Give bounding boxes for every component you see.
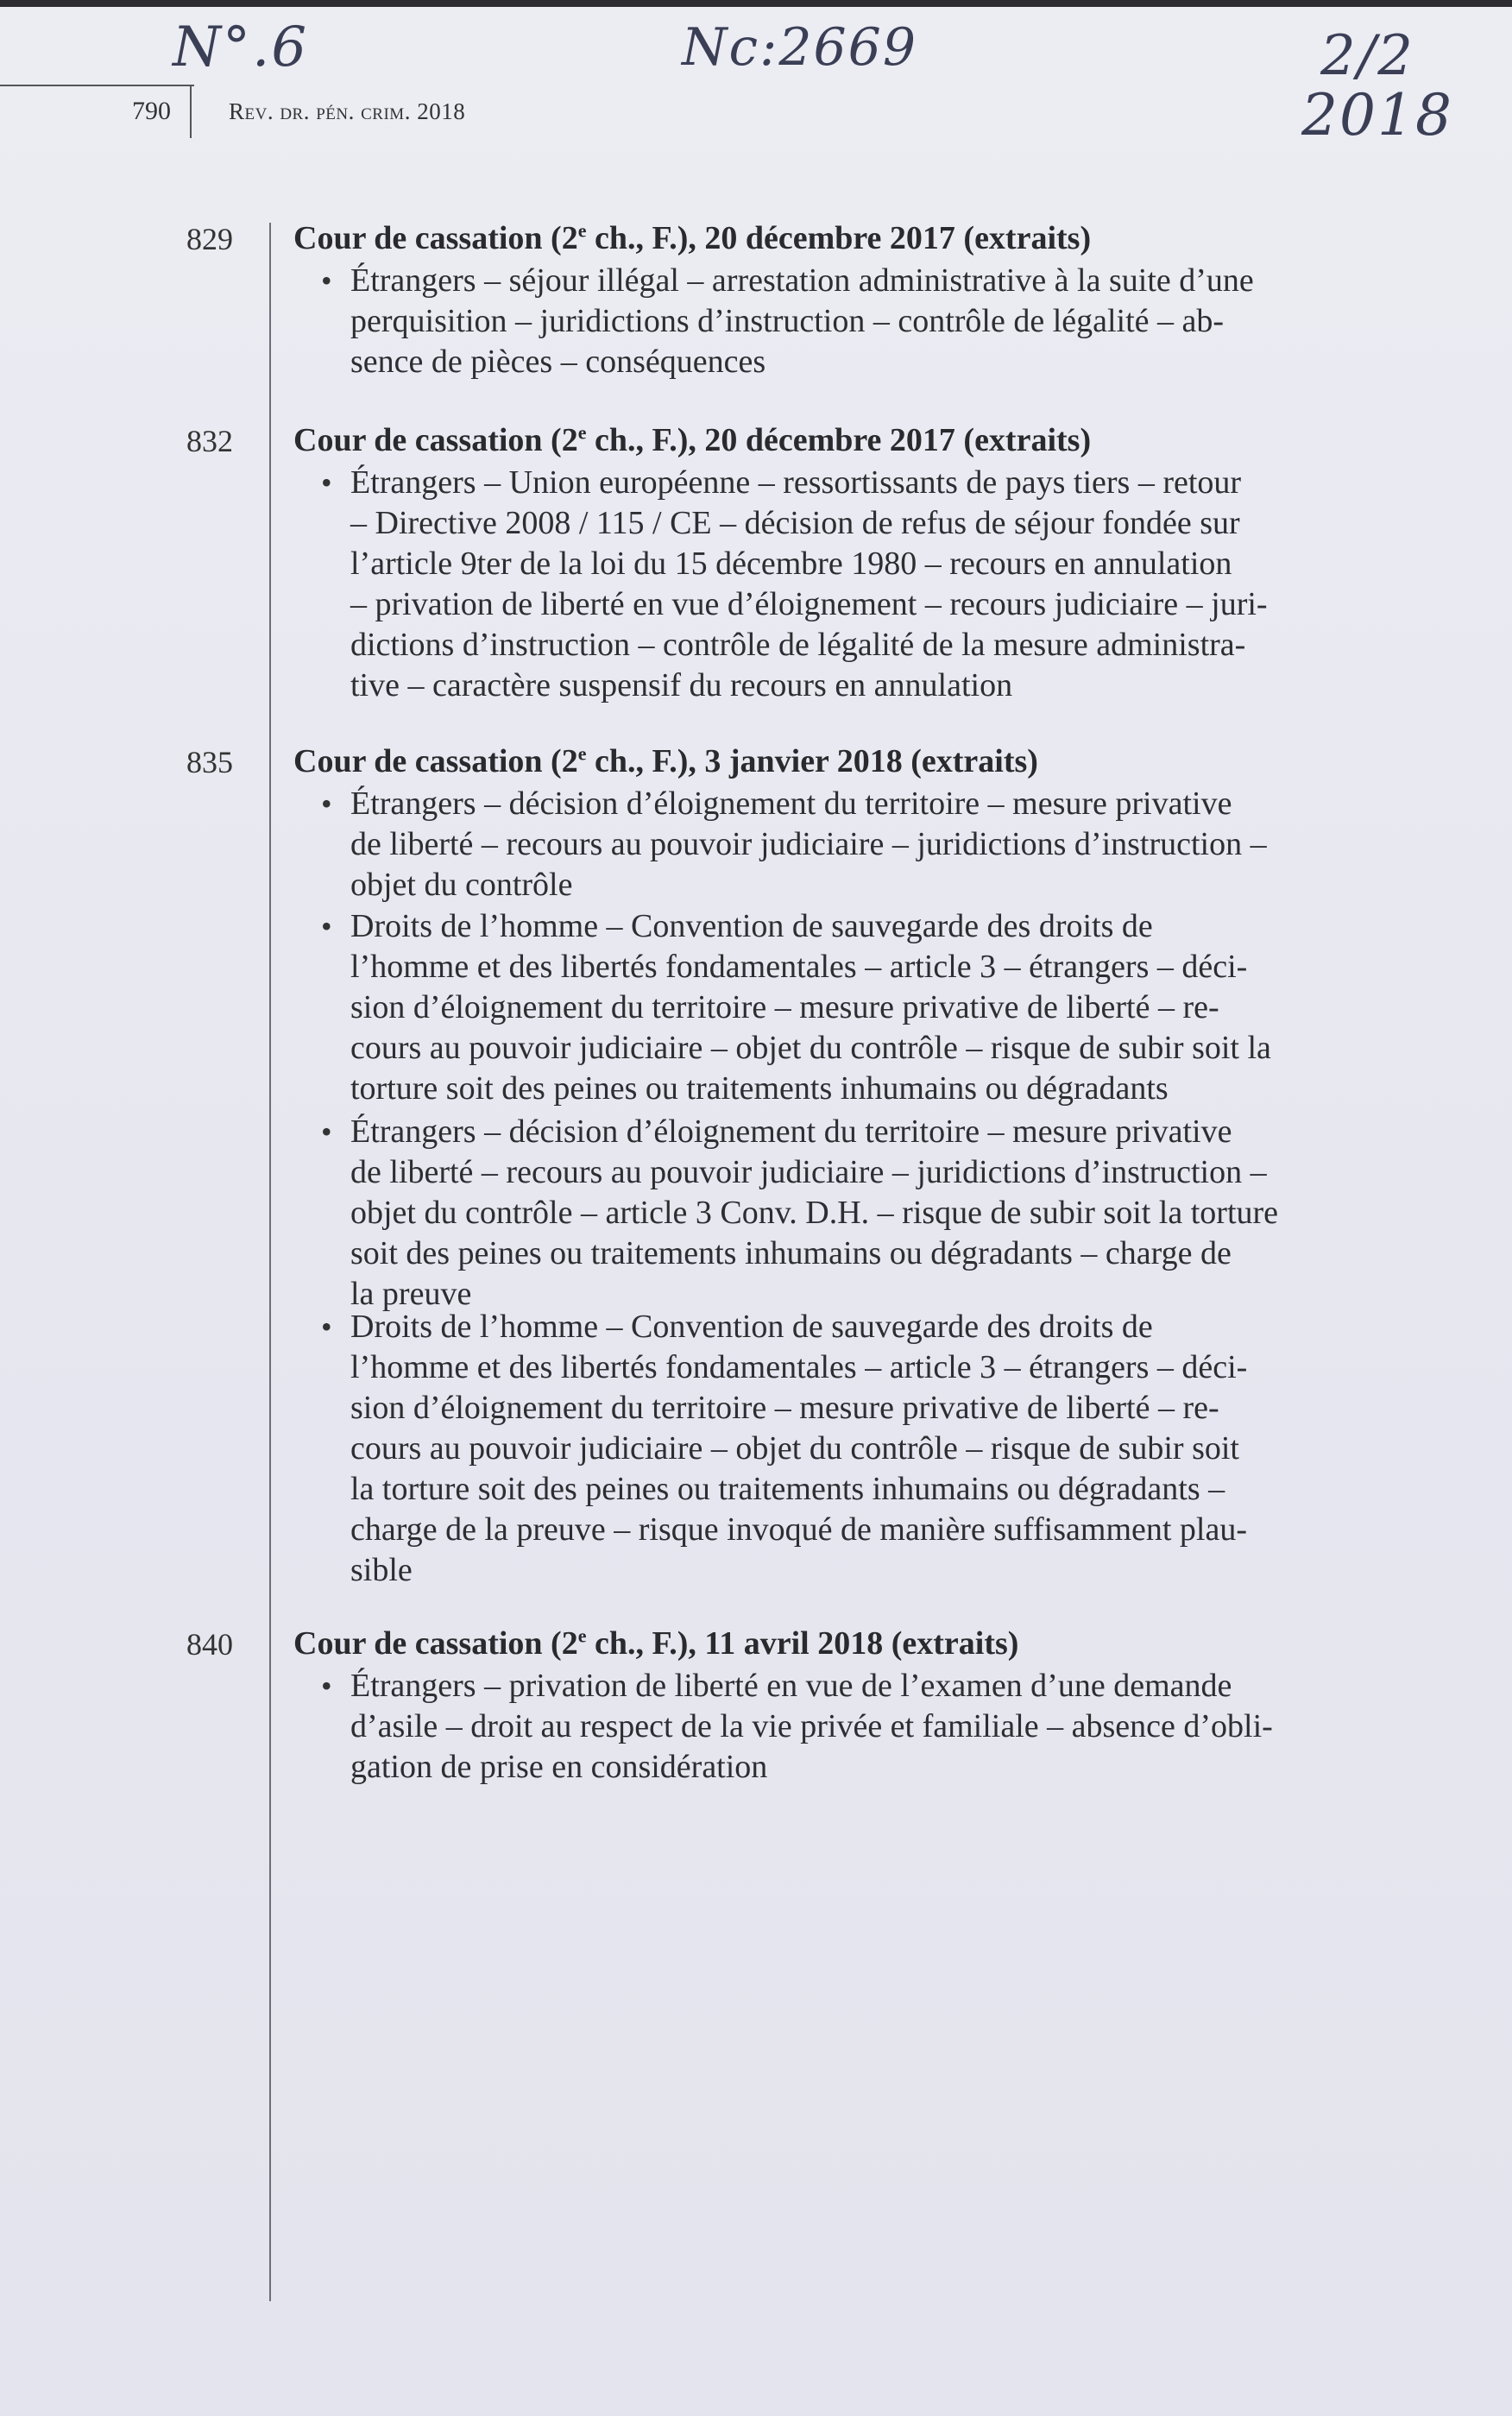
keyword-line: charge de la preuve – risque invoqué de manière suffisamment plau- [350, 1511, 1248, 1548]
court-heading-superscript: e [577, 1624, 587, 1647]
bullet-icon: • [321, 263, 332, 298]
keyword-line: Étrangers – décision d’éloignement du territoire – mesure privative [350, 785, 1232, 822]
court-heading-rest: ch., F.), 20 décembre 2017 (extraits) [586, 220, 1092, 256]
keyword-line: cours au pouvoir judiciaire – objet du contrôle – risque de subir soit [350, 1430, 1239, 1467]
handwritten-issue-number: N°.6 [173, 16, 309, 79]
keyword-line: perquisition – juridictions d’instruction – contrôle de légalité – ab- [350, 303, 1225, 339]
keyword-line: Droits de l’homme – Convention de sauvegarde des droits de [350, 908, 1153, 944]
entry-page-number: 829 [186, 222, 233, 256]
keyword-line: dictions d’instruction – contrôle de légalité de la mesure administra- [350, 627, 1246, 663]
keyword-line: cours au pouvoir judiciaire – objet du contrôle – risque de subir soit la [350, 1030, 1271, 1066]
keyword-summary [350, 463, 1421, 706]
court-heading-text: Cour de cassation (2 [293, 1625, 578, 1662]
keyword-line: Étrangers – décision d’éloignement du territoire – mesure privative [350, 1113, 1232, 1150]
handwritten-nc-reference: Nc:2669 [682, 17, 918, 78]
keyword-line: torture soit des peines ou traitements inhumains ou dégradants [350, 1070, 1169, 1107]
court-heading-text: Cour de cassation (2 [293, 422, 578, 458]
keyword-summary [350, 1307, 1421, 1591]
bullet-icon: • [321, 1114, 332, 1149]
keyword-line: sion d’éloignement du territoire – mesure privative de liberté – re- [350, 989, 1219, 1025]
court-heading-text: Cour de cassation (2 [293, 220, 578, 256]
court-heading-superscript: e [577, 219, 587, 242]
keyword-line: l’homme et des libertés fondamentales – article 3 – étrangers – déci- [350, 1349, 1248, 1385]
keyword-line: sible [350, 1552, 413, 1588]
keyword-summary [350, 906, 1421, 1109]
court-heading-rest: ch., F.), 11 avril 2018 (extraits) [586, 1625, 1019, 1662]
keyword-line: la preuve [350, 1276, 472, 1312]
header-rule [0, 85, 194, 86]
keyword-line: d’asile – droit au respect de la vie privée et familiale – absence d’obli- [350, 1708, 1273, 1744]
running-title [229, 98, 465, 125]
keyword-line: soit des peines ou traitements inhumains ou dégradants – charge de [350, 1235, 1232, 1271]
keyword-summary [350, 1112, 1421, 1315]
keyword-line: – privation de liberté en vue d’éloignement – recours judiciaire – juri- [350, 586, 1268, 622]
keyword-line: objet du contrôle – article 3 Conv. D.H. – risque de subir soit la torture [350, 1195, 1279, 1231]
keyword-line: tive – caractère suspensif du recours en annulation [350, 667, 1013, 703]
handwritten-year: 2018 [1301, 82, 1453, 148]
keyword-line: l’homme et des libertés fondamentales – article 3 – étrangers – déci- [350, 949, 1248, 985]
page-number: 790 [132, 97, 171, 125]
keyword-summary [350, 784, 1421, 905]
court-heading [293, 1624, 1018, 1662]
court-heading [293, 742, 1038, 780]
court-heading-superscript: e [577, 742, 587, 765]
keyword-line: Droits de l’homme – Convention de sauvegarde des droits de [350, 1309, 1153, 1345]
keyword-line: de liberté – recours au pouvoir judiciaire – juridictions d’instruction – [350, 826, 1267, 862]
entry-page-number: 832 [186, 424, 233, 458]
keyword-line: gation de prise en considération [350, 1749, 768, 1785]
keyword-line: objet du contrôle [350, 867, 573, 903]
header-divider [190, 85, 192, 138]
bullet-icon: • [321, 786, 332, 821]
index-vertical-rule [269, 223, 271, 2301]
court-heading [293, 421, 1091, 459]
running-title-text: Rev. dr. pén. crim. 2018 [229, 98, 466, 124]
court-heading-text: Cour de cassation (2 [293, 743, 578, 779]
court-heading-superscript: e [577, 421, 587, 444]
entry-page-number: 835 [186, 745, 233, 779]
keyword-line: Étrangers – séjour illégal – arrestation administrative à la suite d’une [350, 262, 1254, 299]
keyword-line: Étrangers – Union européenne – ressortissants de pays tiers – retour [350, 464, 1242, 501]
keyword-line: l’article 9ter de la loi du 15 décembre 1980 – recours en annulation [350, 546, 1232, 582]
scan-top-edge [0, 0, 1512, 7]
keyword-line: la torture soit des peines ou traitements inhumains ou dégradants – [350, 1471, 1225, 1507]
court-heading [293, 219, 1091, 257]
handwritten-fraction: 2/2 [1320, 24, 1414, 88]
bullet-icon: • [321, 909, 332, 943]
keyword-line: – Directive 2008 / 115 / CE – décision de refus de séjour fondée sur [350, 505, 1240, 541]
keyword-summary [350, 1666, 1421, 1788]
bullet-icon: • [321, 1309, 332, 1344]
keyword-line: Étrangers – privation de liberté en vue de l’examen d’une demande [350, 1668, 1232, 1704]
court-heading-rest: ch., F.), 20 décembre 2017 (extraits) [586, 422, 1092, 458]
bullet-icon: • [321, 465, 332, 500]
keyword-summary [350, 261, 1421, 382]
keyword-line: de liberté – recours au pouvoir judiciaire – juridictions d’instruction – [350, 1154, 1267, 1190]
court-heading-rest: ch., F.), 3 janvier 2018 (extraits) [586, 743, 1038, 779]
keyword-line: sence de pièces – conséquences [350, 344, 766, 380]
keyword-line: sion d’éloignement du territoire – mesure privative de liberté – re- [350, 1390, 1219, 1426]
entry-page-number: 840 [186, 1627, 233, 1662]
bullet-icon: • [321, 1668, 332, 1703]
